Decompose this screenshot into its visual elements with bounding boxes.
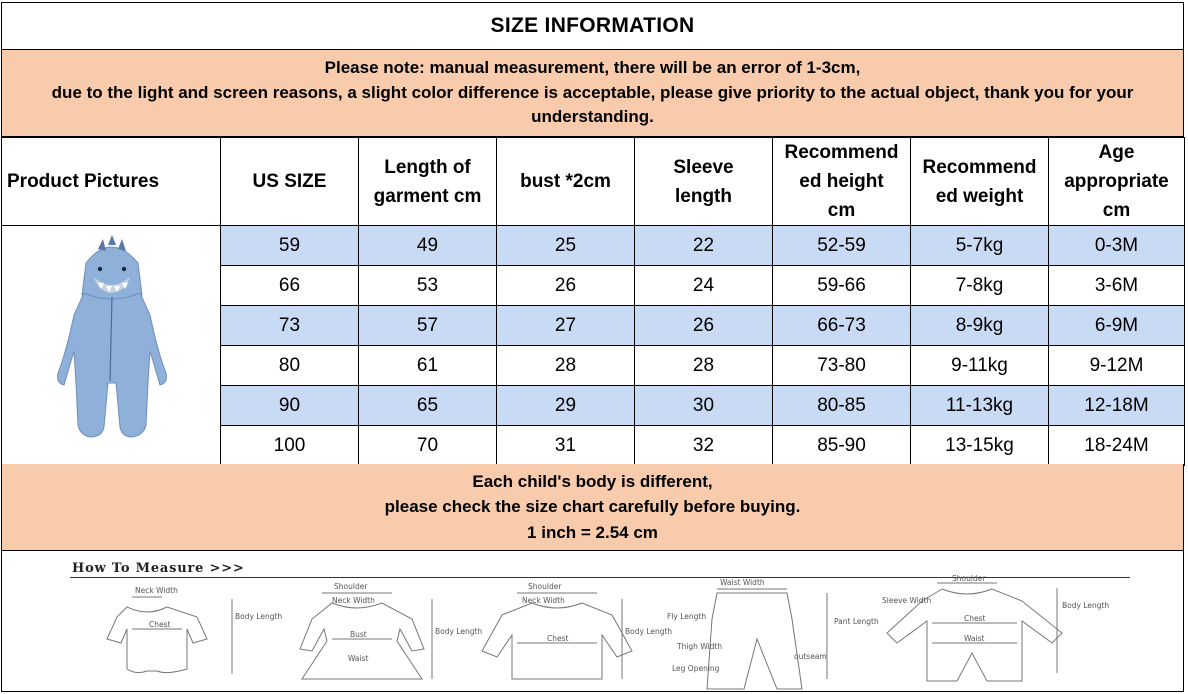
cell-bust: 29 [497, 386, 635, 426]
cell-weight: 11-13kg [911, 386, 1049, 426]
label: Sleeve Width [882, 596, 932, 605]
cell-sleeve: 32 [635, 426, 773, 466]
cell-us-size: 59 [221, 226, 359, 266]
header-age-line: appropriate [1064, 171, 1169, 192]
cell-us-size: 73 [221, 306, 359, 346]
header-product-pictures: Product Pictures [2, 138, 221, 226]
header-weight-line: Recommend [922, 156, 1037, 178]
header-age-line: cm [1102, 200, 1131, 221]
cell-age: 3-6M [1049, 266, 1185, 306]
label: Neck Width [522, 596, 565, 605]
header-age-line: Age [1098, 142, 1135, 163]
cell-us-size: 100 [221, 426, 359, 466]
label: Shoulder [952, 574, 986, 583]
cell-length: 53 [359, 266, 497, 306]
cell-sleeve: 26 [635, 306, 773, 346]
cell-bust: 27 [497, 306, 635, 346]
cell-weight: 8-9kg [911, 306, 1049, 346]
cell-us-size: 80 [221, 346, 359, 386]
header-row [2, 138, 1185, 226]
header-height-line: cm [827, 200, 856, 221]
cell-height: 80-85 [773, 386, 911, 426]
header-height-line: ed height [799, 171, 884, 192]
how-to-measure [1, 551, 1184, 692]
label: Chest [964, 614, 986, 623]
cell-age: 12-18M [1049, 386, 1185, 426]
cell-age: 18-24M [1049, 426, 1185, 466]
footer-line-2: please check the size chart carefully before buying. [384, 497, 801, 517]
header-sleeve-line: length [675, 185, 732, 207]
cell-weight: 9-11kg [911, 346, 1049, 386]
cell-length: 70 [359, 426, 497, 466]
header-sleeve [635, 138, 773, 226]
cell-height: 85-90 [773, 426, 911, 466]
label: Waist Width [720, 578, 765, 587]
label: Fly Length [667, 612, 707, 621]
header-weight-line: ed weight [935, 185, 1024, 207]
cell-length: 61 [359, 346, 497, 386]
cell-length: 65 [359, 386, 497, 426]
cell-height: 59-66 [773, 266, 911, 306]
romper-diagram-icon [872, 573, 1112, 688]
label: Neck Width [332, 596, 375, 605]
table-row [2, 226, 1185, 266]
size-table [1, 137, 1185, 466]
label: Body Length [625, 627, 673, 636]
bodysuit-diagram-icon [87, 579, 283, 689]
pants-diagram-icon [662, 578, 879, 689]
label: outseam [794, 652, 827, 661]
cell-sleeve: 22 [635, 226, 773, 266]
cell-length: 49 [359, 226, 497, 266]
label: Pant Length [834, 617, 879, 626]
footer-note [1, 464, 1184, 551]
header-recommended-height [773, 138, 911, 226]
page-title: SIZE INFORMATION [1, 2, 1184, 50]
header-sleeve-line: Sleeve [673, 156, 734, 178]
label: Shoulder [528, 582, 562, 591]
cell-us-size: 66 [221, 266, 359, 306]
cell-us-size: 90 [221, 386, 359, 426]
label: Shoulder [334, 582, 368, 591]
top-diagram-icon [462, 579, 673, 689]
label: Chest [547, 634, 569, 643]
cell-sleeve: 24 [635, 266, 773, 306]
footer-line-3: 1 inch = 2.54 cm [527, 522, 658, 542]
cell-age: 6-9M [1049, 306, 1185, 346]
cell-age: 9-12M [1049, 346, 1185, 386]
cell-length: 57 [359, 306, 497, 346]
note-line-2: due to the light and screen reasons, a slight color difference is acceptable, please give priority to the actual object, thank you for your [51, 82, 1134, 102]
label: Body Length [235, 612, 283, 621]
label: Waist [348, 654, 369, 663]
measure-title: How To Measure >>> [72, 561, 245, 576]
cell-height: 66-73 [773, 306, 911, 346]
label: Leg Opening [672, 664, 720, 673]
header-recommended-weight [911, 138, 1049, 226]
footer-line-1: Each child's body is different, [472, 471, 713, 491]
header-height-line: Recommend [784, 142, 899, 163]
header-age [1049, 138, 1185, 226]
cell-height: 73-80 [773, 346, 911, 386]
label: Bust [350, 630, 367, 639]
cell-sleeve: 28 [635, 346, 773, 386]
cell-bust: 31 [497, 426, 635, 466]
label: Body Length [1062, 601, 1110, 610]
header-length-line: garment cm [373, 185, 482, 207]
cell-weight: 5-7kg [911, 226, 1049, 266]
note-line-3: understanding. [531, 107, 654, 127]
cell-bust: 28 [497, 346, 635, 386]
label: Body Length [435, 627, 483, 636]
label: Neck Width [135, 586, 178, 595]
dress-diagram-icon [272, 579, 483, 689]
note-line-1: Please note: manual measurement, there will be an error of 1-3cm, [324, 58, 861, 78]
header-length-line: Length of [384, 156, 471, 178]
header-bust: bust *2cm [497, 138, 635, 226]
cell-weight: 7-8kg [911, 266, 1049, 306]
cell-sleeve: 30 [635, 386, 773, 426]
cell-height: 52-59 [773, 226, 911, 266]
cell-bust: 25 [497, 226, 635, 266]
label: Thigh Width [677, 642, 723, 651]
blue-dinosaur-hooded-romper-icon [46, 233, 176, 453]
cell-age: 0-3M [1049, 226, 1185, 266]
label: Chest [149, 620, 171, 629]
label: Waist [964, 634, 985, 643]
product-picture [2, 226, 221, 466]
cell-bust: 26 [497, 266, 635, 306]
measurement-note [1, 50, 1184, 137]
cell-weight: 13-15kg [911, 426, 1049, 466]
header-us-size: US SIZE [221, 138, 359, 226]
header-length [359, 138, 497, 226]
